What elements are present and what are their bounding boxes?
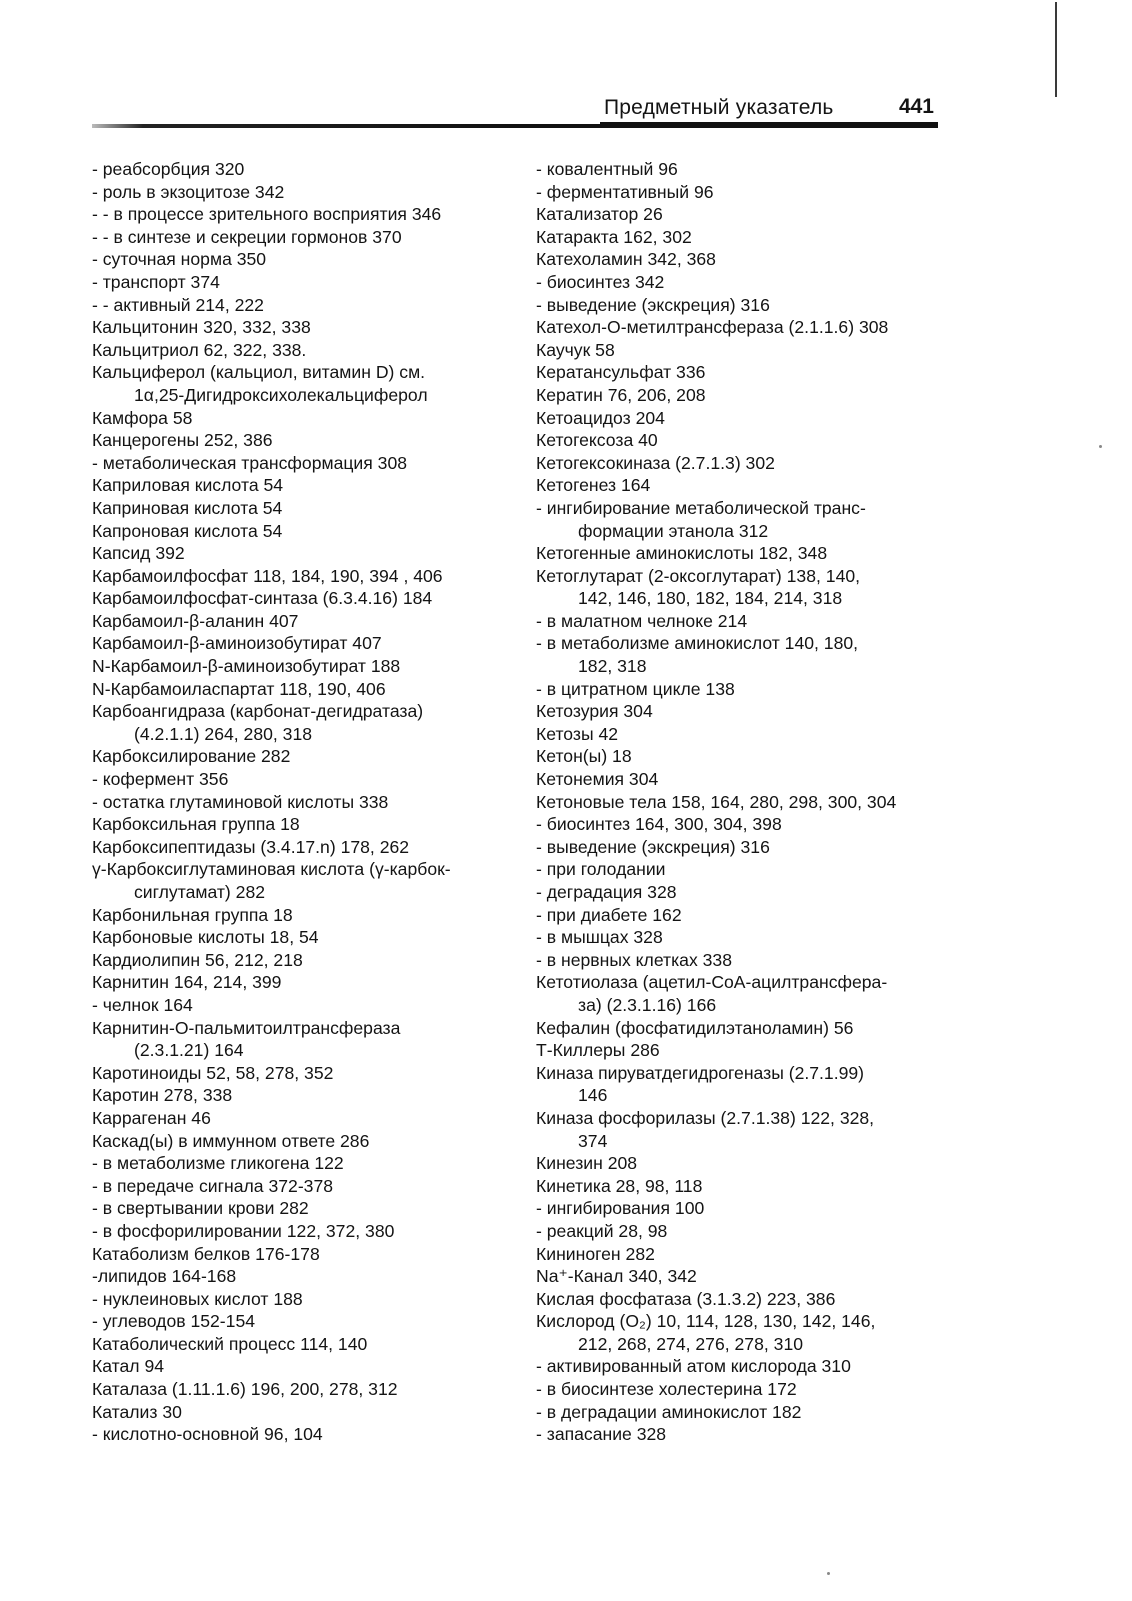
index-entry: - - в синтезе и секреции гормонов 370: [92, 226, 402, 247]
index-entry: Кальциферол (кальциол, витамин D) см.: [92, 362, 426, 383]
index-entry: - реакций 28, 98: [536, 1220, 668, 1241]
index-entry: N-Карбамоил-β-аминоизобутират 188: [92, 656, 401, 677]
header-rule-accent: [600, 122, 938, 124]
index-entry: Карбоновые кислоты 18, 54: [92, 927, 319, 948]
index-entry: (4.2.1.1) 264, 280, 318: [134, 723, 313, 744]
index-entry: - кислотно-основной 96, 104: [92, 1424, 323, 1445]
index-entry: - запасание 328: [536, 1424, 667, 1445]
index-entry: Катехол-О-метилтрансфераза (2.1.1.6) 308: [536, 317, 889, 338]
index-entry: Кининоген 282: [536, 1243, 655, 1264]
index-entry: Кетонемия 304: [536, 769, 659, 790]
index-entry: Кетотиолаза (ацетил-СоА-ацилтрансфера-: [536, 972, 888, 993]
index-entry: -липидов 164-168: [92, 1266, 237, 1287]
index-entry: - в мышцах 328: [536, 927, 663, 948]
index-entry: Капсид 392: [92, 543, 185, 564]
index-entry: 212, 268, 274, 276, 278, 310: [578, 1333, 804, 1354]
index-entry: Кинезин 208: [536, 1153, 638, 1174]
page-edge-line: [1055, 2, 1057, 97]
index-entry: - в цитратном цикле 138: [536, 678, 735, 699]
index-entry: - углеводов 152-154: [92, 1311, 256, 1332]
page-number: 441: [898, 95, 934, 118]
index-entry: Канцерогены 252, 386: [92, 430, 273, 451]
header-title: Предметный указатель: [604, 96, 834, 119]
index-entry: Катаракта 162, 302: [536, 226, 692, 247]
index-entry: Кетоновые тела 158, 164, 280, 298, 300, 304: [536, 791, 897, 812]
index-entry: - ингибирование метаболической транс-: [536, 497, 866, 518]
index-entry: Кетон(ы) 18: [536, 746, 632, 767]
index-entry: - в фосфорилировании 122, 372, 380: [92, 1220, 395, 1241]
index-entry: формации этанола 312: [578, 520, 769, 541]
index-entry: - в передаче сигнала 372-378: [92, 1175, 334, 1196]
index-entry: Кислород (O₂) 10, 114, 128, 130, 142, 146,: [536, 1311, 876, 1332]
scan-speck: [827, 1572, 830, 1575]
index-entry: Карбамоил-β-аланин 407: [92, 610, 299, 631]
index-entry: - реабсорбция 320: [92, 159, 245, 179]
index-entry: - биосинтез 164, 300, 304, 398: [536, 814, 782, 835]
index-entry: Карнитин-О-пальмитоилтрансфераза: [92, 1017, 401, 1038]
index-entry: - в нервных клетках 338: [536, 949, 732, 970]
index-entry: Каррагенан 46: [92, 1107, 211, 1128]
scan-speck: [1099, 445, 1102, 448]
index-entry: 1α,25-Дигидроксихолекальциферол: [134, 384, 428, 405]
index-entry: Кинетика 28, 98, 118: [536, 1175, 703, 1196]
index-entry: - в свертывании крови 282: [92, 1198, 309, 1219]
index-entry: Кетоглутарат (2-оксоглутарат) 138, 140,: [536, 565, 861, 586]
index-entry: Киназа пируватдегидрогеназы (2.7.1.99): [536, 1062, 865, 1083]
index-entry: Карбоксипептидазы (3.4.17.n) 178, 262: [92, 836, 410, 857]
index-entry: - в метаболизме гликогена 122: [92, 1153, 344, 1174]
index-entry: - активированный атом кислорода 310: [536, 1356, 851, 1377]
index-entry: Карнитин 164, 214, 399: [92, 972, 282, 993]
index-entry: 182, 318: [578, 656, 647, 677]
index-entry: - при голодании: [536, 859, 666, 880]
index-entry: Кетозы 42: [536, 723, 619, 744]
index-entry: 374: [578, 1130, 608, 1151]
index-entry: - ингибирования 100: [536, 1198, 705, 1219]
index-entry: Карбамоилфосфат 118, 184, 190, 394 , 406: [92, 565, 443, 586]
index-entry: - метаболическая трансформация 308: [92, 452, 408, 473]
index-entry: сиглутамат) 282: [134, 882, 266, 902]
index-entry: Карбоксилирование 282: [92, 746, 291, 767]
index-entry: - транспорт 374: [92, 271, 220, 292]
index-entry: - - в процессе зрительного восприятия 346: [92, 204, 442, 225]
index-entry: - в деградации аминокислот 182: [536, 1401, 802, 1422]
index-entry: Кальцитриол 62, 322, 338.: [92, 339, 307, 360]
index-entry: Каскад(ы) в иммунном ответе 286: [92, 1130, 370, 1151]
index-entry: Карбамоилфосфат-синтаза (6.3.4.16) 184: [92, 588, 433, 609]
index-entry: Катал 94: [92, 1356, 165, 1377]
index-entry: за) (2.3.1.16) 166: [578, 994, 717, 1015]
index-entry: - в малатном челноке 214: [536, 610, 748, 631]
index-entry: Кетогенные аминокислоты 182, 348: [536, 543, 828, 564]
running-header: [600, 94, 938, 124]
index-entry: Кетогенез 164: [536, 475, 651, 496]
index-entry: Катаболический процесс 114, 140: [92, 1333, 368, 1354]
index-entry: - ферментативный 96: [536, 181, 714, 202]
index-entry: Кислая фосфатаза (3.1.3.2) 223, 386: [536, 1288, 836, 1309]
index-entry: - при диабете 162: [536, 904, 682, 925]
index-entry: Карбонильная группа 18: [92, 904, 293, 925]
index-entry: Каприновая кислота 54: [92, 497, 283, 518]
index-entry: Катехоламин 342, 368: [536, 249, 716, 270]
index-entry: Кетогексокиназа (2.7.1.3) 302: [536, 452, 775, 473]
index-entry: - деградация 328: [536, 882, 677, 902]
index-entry: Каприловая кислота 54: [92, 475, 284, 496]
index-entry: - суточная норма 350: [92, 249, 267, 270]
index-entry: γ-Карбоксиглутаминовая кислота (γ-карбок-: [92, 859, 451, 880]
index-entry: Т-Киллеры 286: [536, 1040, 660, 1061]
index-entry: Карбамоил-β-аминоизобутират 407: [92, 633, 382, 654]
index-entry: Кетогексоза 40: [536, 430, 658, 451]
index-entry: N-Карбамоиласпартат 118, 190, 406: [92, 678, 386, 699]
index-entry: 142, 146, 180, 182, 184, 214, 318: [578, 588, 843, 609]
index-entry: Киназа фосфорилазы (2.7.1.38) 122, 328,: [536, 1107, 875, 1128]
index-entry: Кардиолипин 56, 212, 218: [92, 949, 303, 970]
index-entry: Кератансульфат 336: [536, 362, 706, 383]
index-entry: Каротин 278, 338: [92, 1085, 233, 1106]
index-entry: Кальцитонин 320, 332, 338: [92, 317, 311, 338]
index-entry: - в биосинтезе холестерина 172: [536, 1379, 797, 1400]
index-entry: - роль в экзоцитозе 342: [92, 181, 285, 202]
index-entry: - выведение (экскреция) 316: [536, 294, 770, 315]
index-entry: Катализ 30: [92, 1401, 182, 1422]
index-entry: Na⁺-Канал 340, 342: [536, 1266, 697, 1287]
index-entry: Каротиноиды 52, 58, 278, 352: [92, 1062, 334, 1083]
index-entry: Карбоангидраза (карбонат-дегидратаза): [92, 701, 424, 722]
index-entry: Катаболизм белков 176-178: [92, 1243, 320, 1264]
index-entry: 146: [578, 1085, 608, 1106]
index-entry: Каталаза (1.11.1.6) 196, 200, 278, 312: [92, 1379, 398, 1400]
index-entry: Каучук 58: [536, 339, 615, 360]
index-entry: Кератин 76, 206, 208: [536, 384, 706, 405]
index-entry: - кофермент 356: [92, 769, 229, 790]
index-entry: - ковалентный 96: [536, 159, 678, 179]
index-entry: Кетозурия 304: [536, 701, 653, 722]
index-entry: Катализатор 26: [536, 204, 663, 225]
index-entry: Карбоксильная группа 18: [92, 814, 300, 835]
index-entry: (2.3.1.21) 164: [134, 1040, 244, 1061]
index-column-left: [92, 158, 512, 1446]
index-entry: Капроновая кислота 54: [92, 520, 283, 541]
index-entry: - остатка глутаминовой кислоты 338: [92, 791, 389, 812]
index-entry: - в метаболизме аминокислот 140, 180,: [536, 633, 859, 654]
index-entry: - - активный 214, 222: [92, 294, 264, 315]
index-entry: Кетоацидоз 204: [536, 407, 665, 428]
index-entry: - биосинтез 342: [536, 271, 665, 292]
index-entry: - челнок 164: [92, 994, 193, 1015]
index-column-right: [536, 158, 956, 1446]
index-entry: Кефалин (фосфатидилэтаноламин) 56: [536, 1017, 854, 1038]
index-entry: Камфора 58: [92, 407, 193, 428]
index-entry: - нуклеиновых кислот 188: [92, 1288, 303, 1309]
index-entry: - выведение (экскреция) 316: [536, 836, 770, 857]
header-rule: [92, 124, 938, 128]
